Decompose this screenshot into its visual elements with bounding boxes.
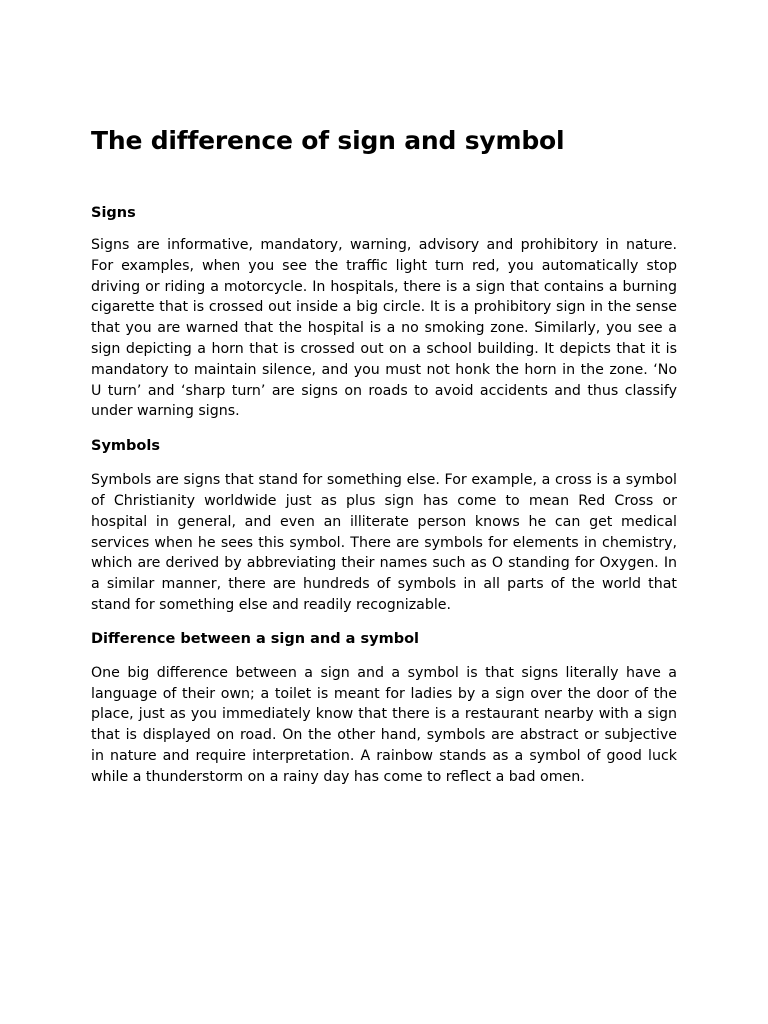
paragraph-difference: One big difference between a sign and a symbol is that signs literally have a language of their own; a toilet is meant for ladies by a sign over the door of the place, just as you immediately know that there is a restaurant nearby with a sign that is displayed on road. On the other hand, symbols are abstract or subjective in nature and require interpretation. A rainbow stands as a symbol of good luck while a thunderstorm on a rainy day has come to reflect a bad omen. <box>91 664 677 785</box>
section-heading-signs: Signs <box>91 205 136 221</box>
section-heading-difference: Difference between a sign and a symbol <box>91 630 420 647</box>
section-heading-symbols: Symbols <box>91 438 160 455</box>
paragraph-symbols: Symbols are signs that stand for something else. For example, a cross is a symbol of Christianity worldwide just as plus sign has come to mean Red Cross or hospital in general, and even an illiterate person knows he can get medical services when he sees this symbol. There are symbols for elements in chemistry, which are derived by abbreviating their names such as O standing for Oxygen. In a similar manner, there are hundreds of symbols in all parts of the world that stand for something else and readily recognizable. <box>91 472 677 613</box>
paragraph-signs: Signs are informative, mandatory, warning, advisory and prohibitory in nature. For examples, when you see the traffic light turn red, you automatically stop driving or riding a motorcycle. In hospitals, there is a sign that contains a burning cigarette that is crossed out inside a big circle. It is a prohibitory sign in the sense that you are warned that the hospital is a no smoking zone. Similarly, you see a sign depicting a horn that is crossed out on a school building. It depicts that it is mandatory to maintain silence, and you must not honk the horn in the zone. ‘No U turn’ and ‘sharp turn’ are signs on roads to avoid accidents and thus classify under warning signs. <box>91 237 677 420</box>
page-title: The difference of sign and symbol <box>91 126 565 155</box>
